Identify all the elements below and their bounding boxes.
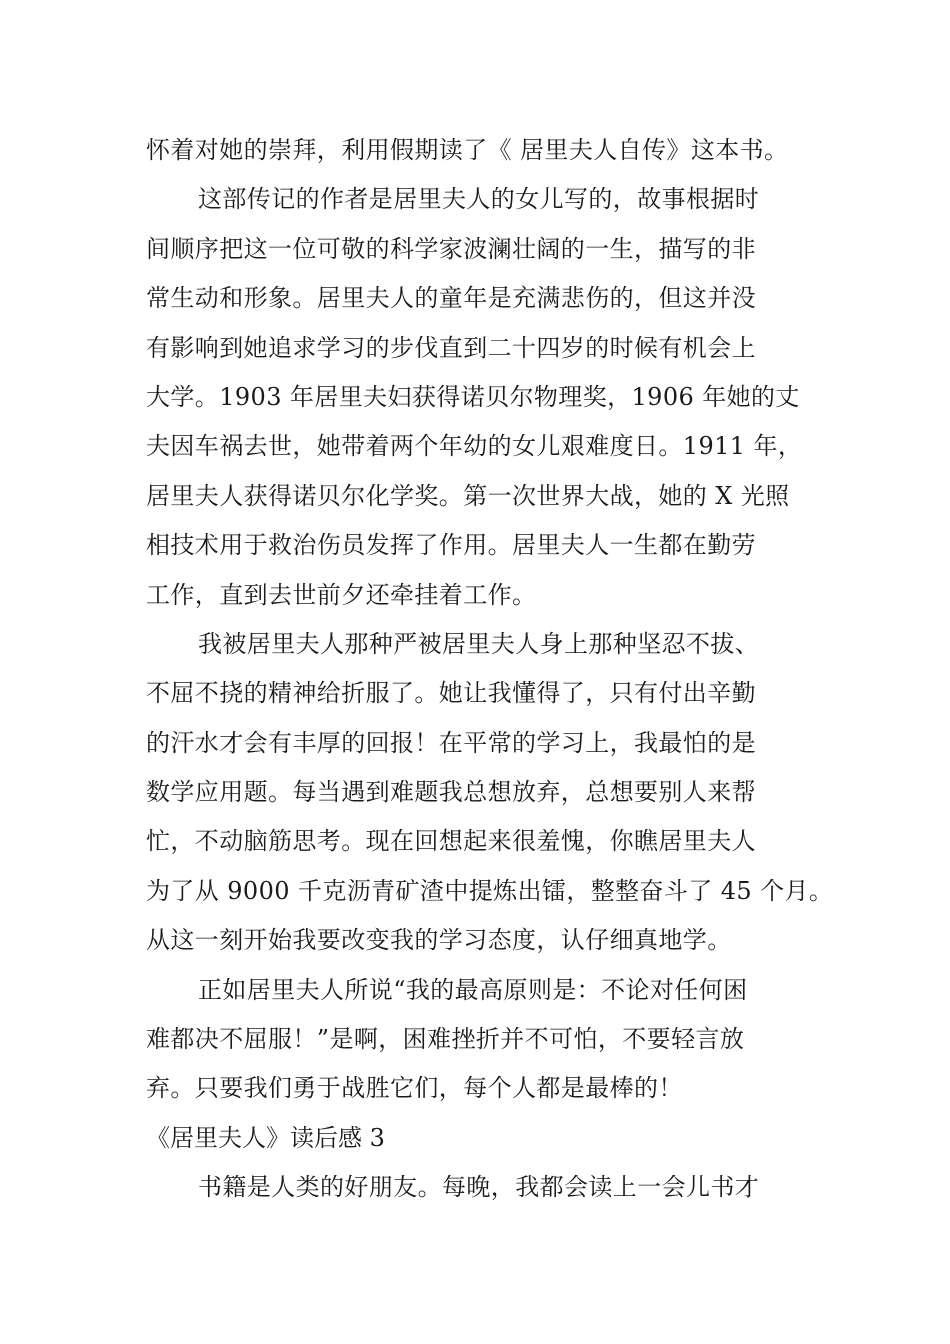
text-line: 这部传记的作者是居里夫人的女儿写的，故事根据时: [198, 185, 760, 214]
text-line: 难都决不屈服！”是啊，困难挫折并不可怕，不要轻言放: [146, 1025, 745, 1054]
text-line: 有影响到她追求学习的步伐直到二十四岁的时候有机会上: [146, 333, 756, 362]
text-line: 夫因车祸去世，她带着两个年幼的女儿艰难度日。1911 年，: [146, 432, 803, 461]
text-line: 怀着对她的崇拜，利用假期读了《 居里夫人自传》这本书。: [146, 136, 789, 164]
text-line: 不屈不挠的精神给折服了。她让我懂得了，只有付出辛勤: [146, 679, 756, 708]
text-line: 弃。只要我们勇于战胜它们，每个人都是最棒的！: [146, 1074, 683, 1103]
section-heading: 《居里夫人》读后感 3: [146, 1123, 385, 1152]
text-line: 工作，直到去世前夕还牵挂着工作。: [146, 580, 537, 609]
text-line: 居里夫人获得诺贝尔化学奖。第一次世界大战，她的 X 光照: [146, 481, 790, 510]
text-line: 数学应用题。每当遇到难题我总想放弃，总想要别人来帮: [146, 778, 756, 807]
text-line: 书籍是人类的好朋友。每晚，我都会读上一会儿书才: [198, 1173, 760, 1202]
document-body: [146, 126, 834, 1213]
text-line: 间顺序把这一位可敬的科学家波澜壮阔的一生，描写的非: [146, 234, 756, 263]
text-line: 忙，不动脑筋思考。现在回想起来很羞愧，你瞧居里夫人: [146, 827, 756, 856]
text-line: 大学。1903 年居里夫妇获得诺贝尔物理奖，1906 年她的丈: [146, 382, 800, 411]
text-line: 的汗水才会有丰厚的回报！在平常的学习上，我最怕的是: [146, 728, 756, 757]
text-line: 为了从 9000 千克沥青矿渣中提炼出镭，整整奋斗了 45 个月。: [146, 876, 834, 905]
text-line: 常生动和形象。居里夫人的童年是充满悲伤的，但这并没: [146, 284, 756, 313]
text-line: 正如居里夫人所说“我的最高原则是：不论对任何困: [198, 975, 748, 1004]
text-line: 相技术用于救治伤员发挥了作用。居里夫人一生都在勤劳: [146, 531, 756, 560]
text-line: 从这一刻开始我要改变我的学习态度，认仔细真地学。: [146, 926, 732, 955]
text-line: 我被居里夫人那种严被居里夫人身上那种坚忍不拔、: [198, 629, 760, 658]
